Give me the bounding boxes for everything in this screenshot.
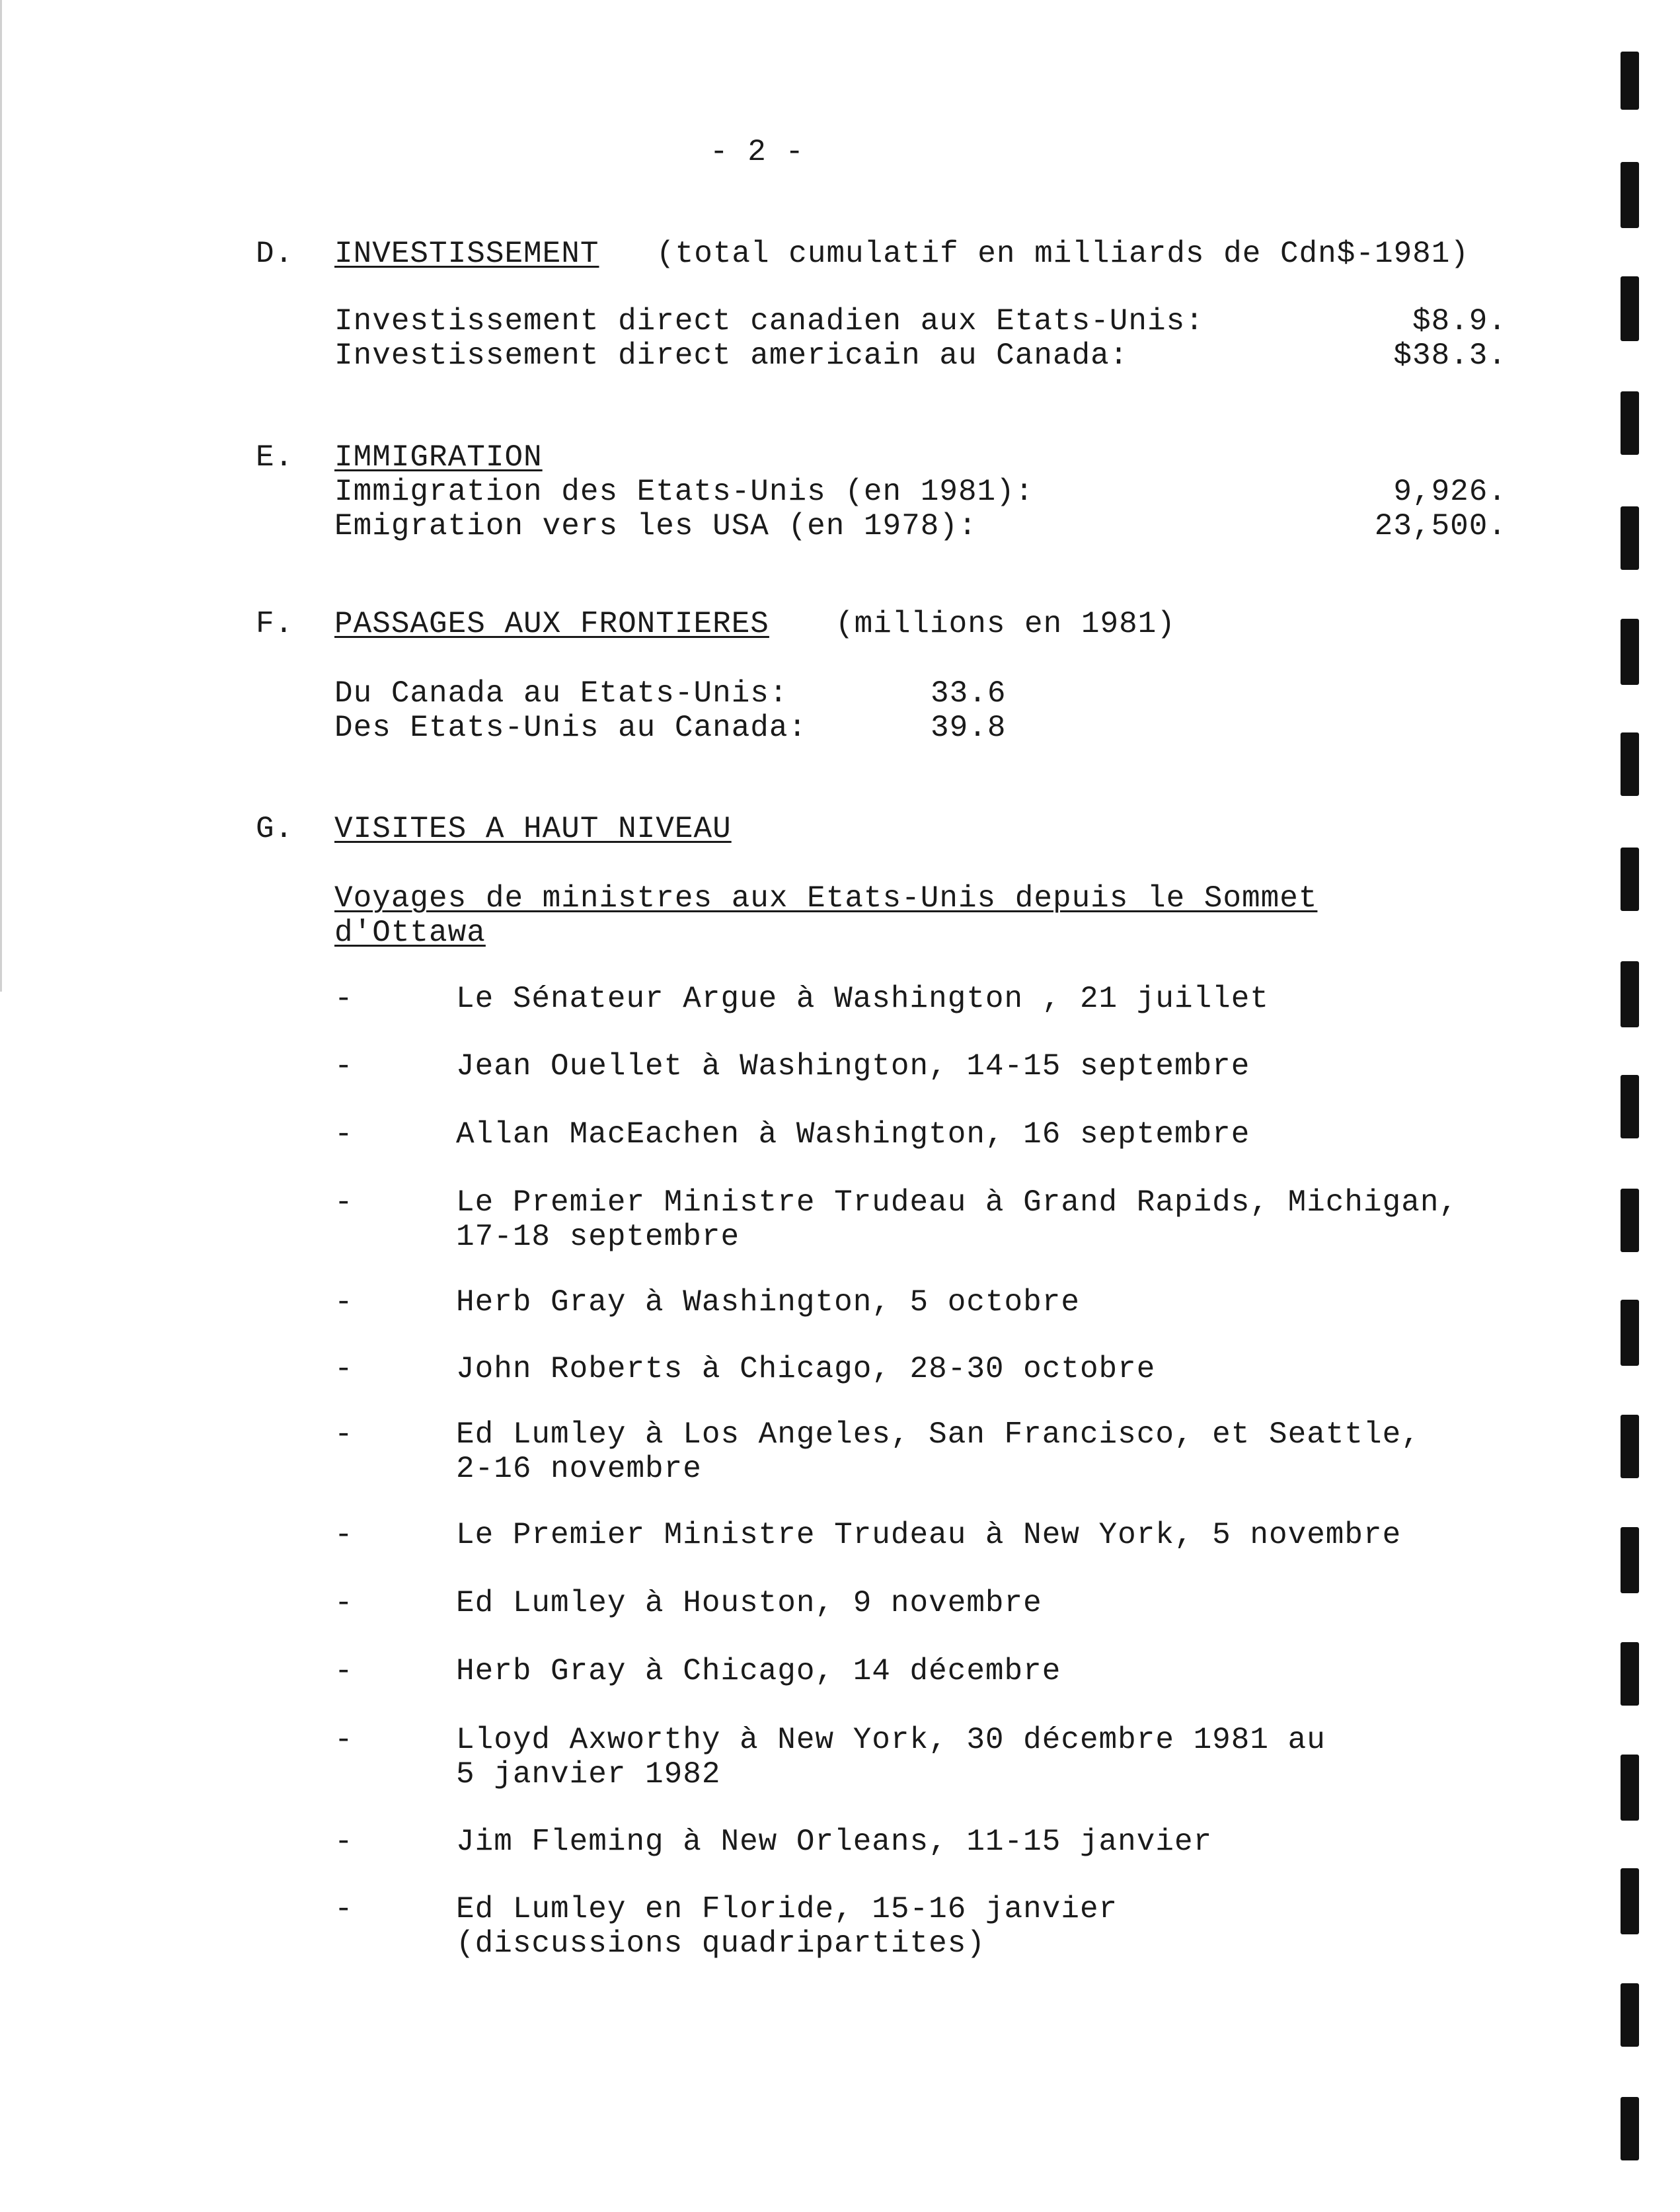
binding-mark (1621, 162, 1639, 228)
binding-mark (1621, 1075, 1639, 1138)
scan-edge-line (0, 0, 2, 992)
binding-mark (1621, 848, 1639, 911)
item-text: Jim Fleming à New Orleans, 11-15 janvier (456, 1825, 1213, 1859)
section-title: PASSAGES AUX FRONTIERES (334, 607, 769, 641)
binding-mark (1621, 1415, 1639, 1478)
page-number: - 2 - (710, 135, 805, 169)
binding-mark (1621, 619, 1639, 685)
row-value: $8.9. (1412, 304, 1507, 338)
subheading: d'Ottawa (334, 916, 486, 950)
bullet-dash: - (334, 1518, 354, 1552)
item-text: John Roberts à Chicago, 28-30 octobre (456, 1352, 1156, 1386)
row-label: Immigration des Etats-Unis (en 1981): (334, 475, 1034, 509)
row-value: 39.8 (931, 711, 1007, 745)
item-text: Herb Gray à Chicago, 14 décembre (456, 1654, 1061, 1688)
bullet-dash: - (334, 1352, 354, 1386)
section-title: VISITES A HAUT NIVEAU (334, 812, 732, 846)
section-letter: G. (256, 812, 294, 846)
section-letter: E. (256, 440, 294, 475)
item-text: Ed Lumley à Los Angeles, San Francisco, et Seattle, (456, 1417, 1420, 1452)
section-subtitle: (total cumulatif en milliards de Cdn$-1981) (656, 237, 1469, 271)
section-subtitle: (millions en 1981) (835, 607, 1176, 641)
item-text: Le Sénateur Argue à Washington , 21 juillet (456, 982, 1269, 1016)
item-text-continued: 17-18 septembre (456, 1220, 740, 1254)
bullet-dash: - (334, 1185, 354, 1220)
bullet-dash: - (334, 1117, 354, 1152)
item-text: Ed Lumley en Floride, 15-16 janvier (456, 1892, 1118, 1926)
row-value: $38.3. (1393, 338, 1507, 373)
item-text: Herb Gray à Washington, 5 octobre (456, 1285, 1080, 1320)
row-label: Investissement direct americain au Canada: (334, 338, 1129, 373)
bullet-dash: - (334, 1892, 354, 1926)
row-label: Des Etats-Unis au Canada: (334, 711, 808, 745)
binding-mark (1621, 52, 1639, 110)
binding-mark (1621, 1868, 1639, 1934)
binding-mark (1621, 506, 1639, 570)
bullet-dash: - (334, 1285, 354, 1320)
binding-mark (1621, 1983, 1639, 2047)
row-value: 23,500. (1374, 509, 1507, 543)
bullet-dash: - (334, 1417, 354, 1452)
section-letter: F. (256, 607, 294, 641)
section-letter: D. (256, 237, 294, 271)
binding-mark (1621, 1527, 1639, 1593)
row-label: Emigration vers les USA (en 1978): (334, 509, 977, 543)
binding-mark (1621, 732, 1639, 796)
item-text-continued: 5 janvier 1982 (456, 1757, 721, 1792)
section-title: IMMIGRATION (334, 440, 543, 475)
binding-mark (1621, 1189, 1639, 1252)
bullet-dash: - (334, 1586, 354, 1620)
item-text: Jean Ouellet à Washington, 14-15 septembre (456, 1049, 1250, 1084)
binding-mark (1621, 961, 1639, 1027)
item-text: Allan MacEachen à Washington, 16 septembre (456, 1117, 1250, 1152)
bullet-dash: - (334, 1654, 354, 1688)
binding-mark (1621, 1642, 1639, 1706)
item-text: Le Premier Ministre Trudeau à Grand Rapids, Michigan, (456, 1185, 1459, 1220)
item-text: Ed Lumley à Houston, 9 novembre (456, 1586, 1042, 1620)
section-title: INVESTISSEMENT (334, 237, 599, 271)
binding-mark (1621, 1300, 1639, 1366)
binding-mark (1621, 391, 1639, 455)
row-value: 33.6 (931, 676, 1007, 711)
bullet-dash: - (334, 1825, 354, 1859)
row-label: Du Canada au Etats-Unis: (334, 676, 788, 711)
binding-mark (1621, 2097, 1639, 2160)
bullet-dash: - (334, 1723, 354, 1757)
subheading: Voyages de ministres aux Etats-Unis depuis le Sommet (334, 881, 1318, 916)
item-text: Le Premier Ministre Trudeau à New York, 5 novembre (456, 1518, 1402, 1552)
item-text-continued: (discussions quadripartites) (456, 1926, 985, 1961)
binding-mark (1621, 276, 1639, 341)
item-text-continued: 2-16 novembre (456, 1452, 702, 1486)
row-value: 9,926. (1393, 475, 1507, 509)
row-label: Investissement direct canadien aux Etats-Unis: (334, 304, 1204, 338)
item-text: Lloyd Axworthy à New York, 30 décembre 1981 au (456, 1723, 1326, 1757)
binding-mark (1621, 1755, 1639, 1821)
bullet-dash: - (334, 982, 354, 1016)
bullet-dash: - (334, 1049, 354, 1084)
